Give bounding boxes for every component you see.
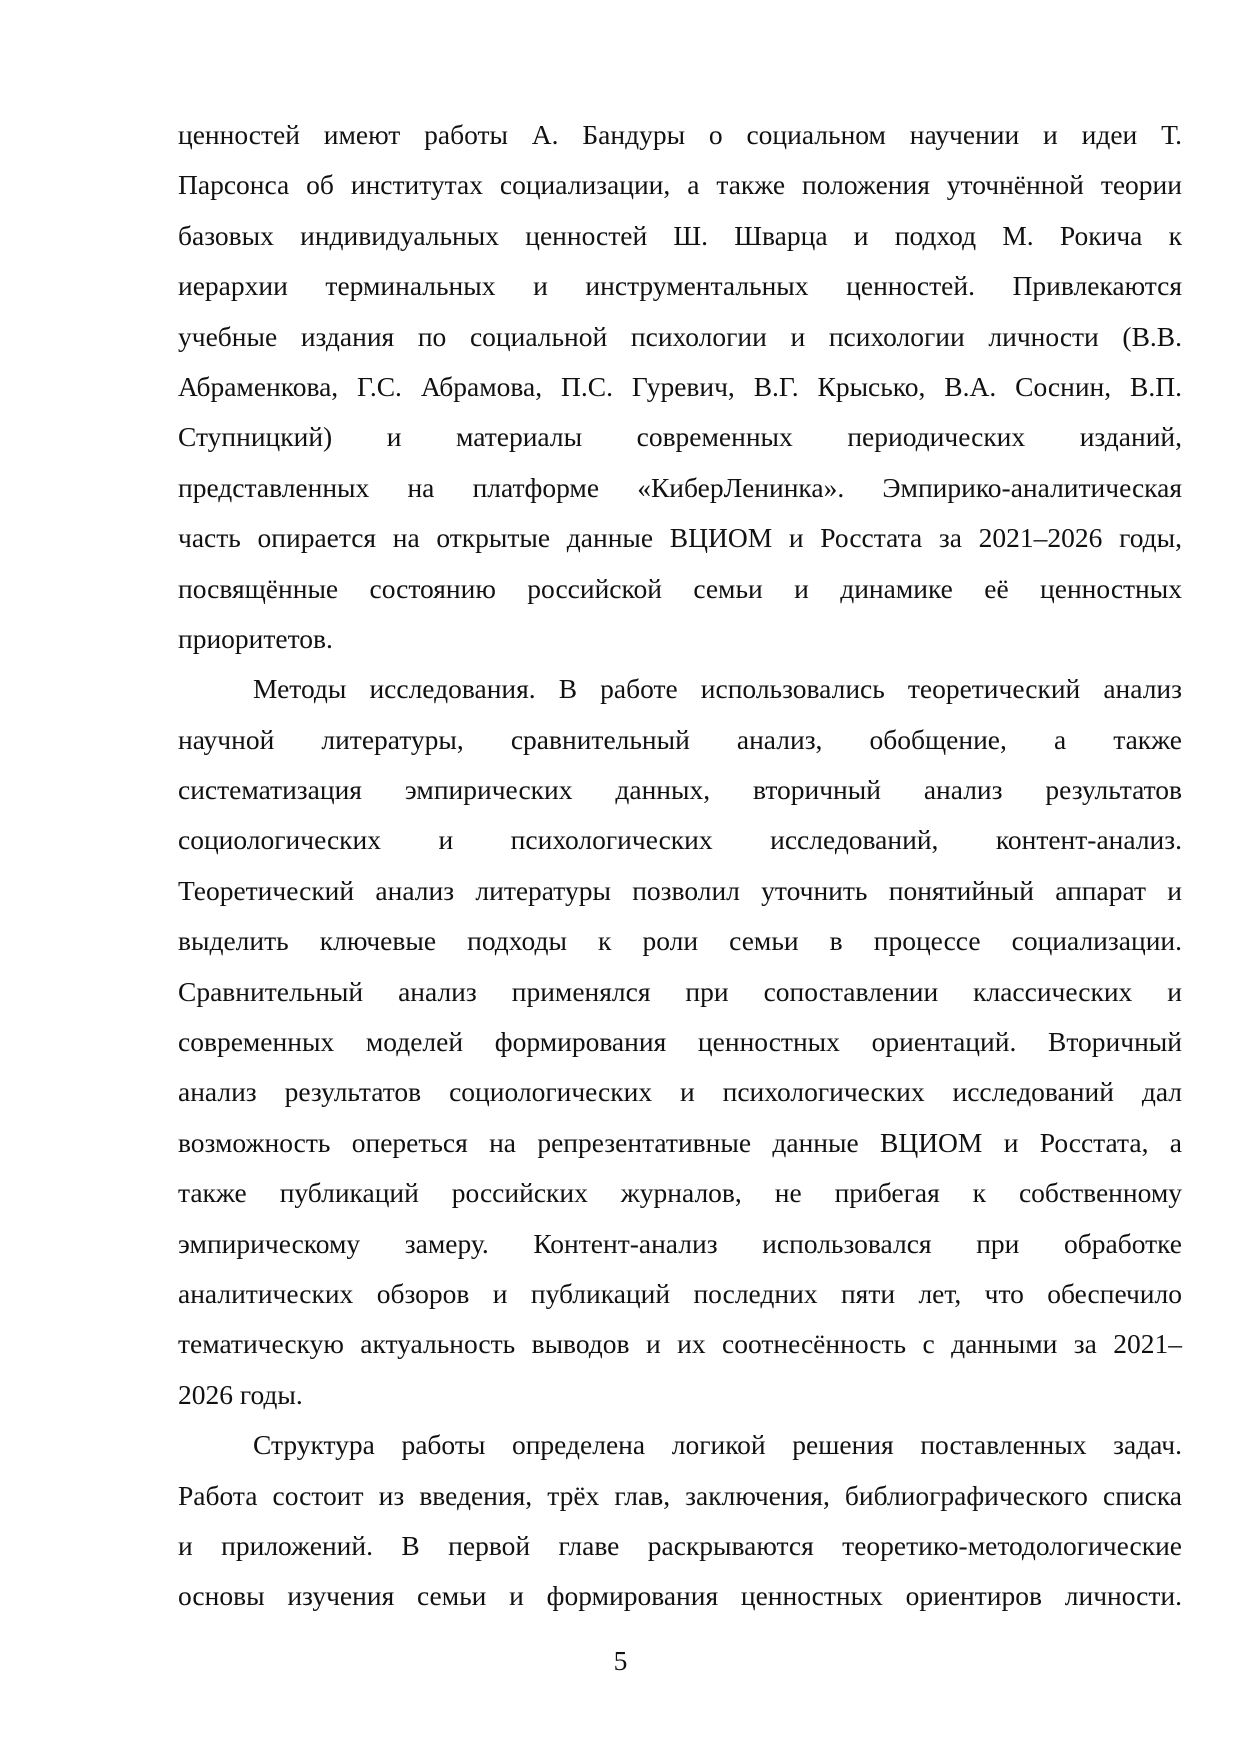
text-line: представленных на платформе «КиберЛенинка». Эмпирико-аналитическая: [178, 471, 1182, 503]
text-line: аналитических обзоров и публикаций последних пяти лет, что обеспечило: [178, 1277, 1182, 1309]
text-line: Структура работы определена логикой решения поставленных задач.: [253, 1429, 1182, 1461]
text-line: и приложений. В первой главе раскрываются теоретико-методологические: [178, 1529, 1182, 1561]
text-line: Сравнительный анализ применялся при сопоставлении классических и: [178, 975, 1182, 1007]
text-line: базовых индивидуальных ценностей Ш. Шварца и подход М. Рокича к: [178, 219, 1182, 251]
text-line: часть опирается на открытые данные ВЦИОМ и Росстата за 2021–2026 годы,: [178, 522, 1182, 554]
text-line: также публикаций российских журналов, не прибегая к собственному: [178, 1177, 1182, 1209]
text-line: 2026 годы.: [178, 1378, 303, 1410]
text-line: посвящённые состоянию российской семьи и динамике её ценностных: [178, 572, 1182, 604]
text-line: возможность опереться на репрезентативные данные ВЦИОМ и Росстата, а: [178, 1126, 1182, 1158]
text-line: анализ результатов социологических и психологических исследований дал: [178, 1076, 1182, 1108]
text-line: Ступницкий) и материалы современных периодических изданий,: [178, 421, 1182, 453]
text-line: эмпирическому замеру. Контент-анализ использовался при обработке: [178, 1227, 1182, 1259]
text-line: выделить ключевые подходы к роли семьи в процессе социализации.: [178, 925, 1182, 957]
body-text: [178, 110, 1182, 1622]
text-line: научной литературы, сравнительный анализ, обобщение, а также: [178, 723, 1182, 755]
text-line: тематическую актуальность выводов и их соотнесённость с данными за 2021–: [178, 1328, 1182, 1360]
text-line: учебные издания по социальной психологии и психологии личности (В.В.: [178, 320, 1182, 352]
text-line: иерархии терминальных и инструментальных ценностей. Привлекаются: [178, 270, 1182, 302]
text-line: Теоретический анализ литературы позволил уточнить понятийный аппарат и: [178, 874, 1182, 906]
text-line: Работа состоит из введения, трёх глав, заключения, библиографического списка: [178, 1479, 1182, 1511]
text-line: социологических и психологических исследований, контент-анализ.: [178, 824, 1182, 856]
page-number: 5: [613, 1645, 628, 1676]
text-line: приоритетов.: [178, 622, 333, 654]
text-line: ценностей имеют работы А. Бандуры о социальном научении и идеи Т.: [178, 119, 1182, 150]
text-line: систематизация эмпирических данных, вторичный анализ результатов: [178, 774, 1182, 806]
text-line: основы изучения семьи и формирования ценностных ориентиров личности.: [178, 1580, 1182, 1612]
text-line: современных моделей формирования ценностных ориентаций. Вторичный: [178, 1026, 1182, 1058]
text-line: Парсонса об институтах социализации, а также положения уточнённой теории: [178, 169, 1182, 201]
text-line: Методы исследования. В работе использовались теоретический анализ: [253, 673, 1182, 705]
text-line: Абраменкова, Г.С. Абрамова, П.С. Гуревич, В.Г. Крысько, В.А. Соснин, В.П.: [178, 370, 1182, 402]
